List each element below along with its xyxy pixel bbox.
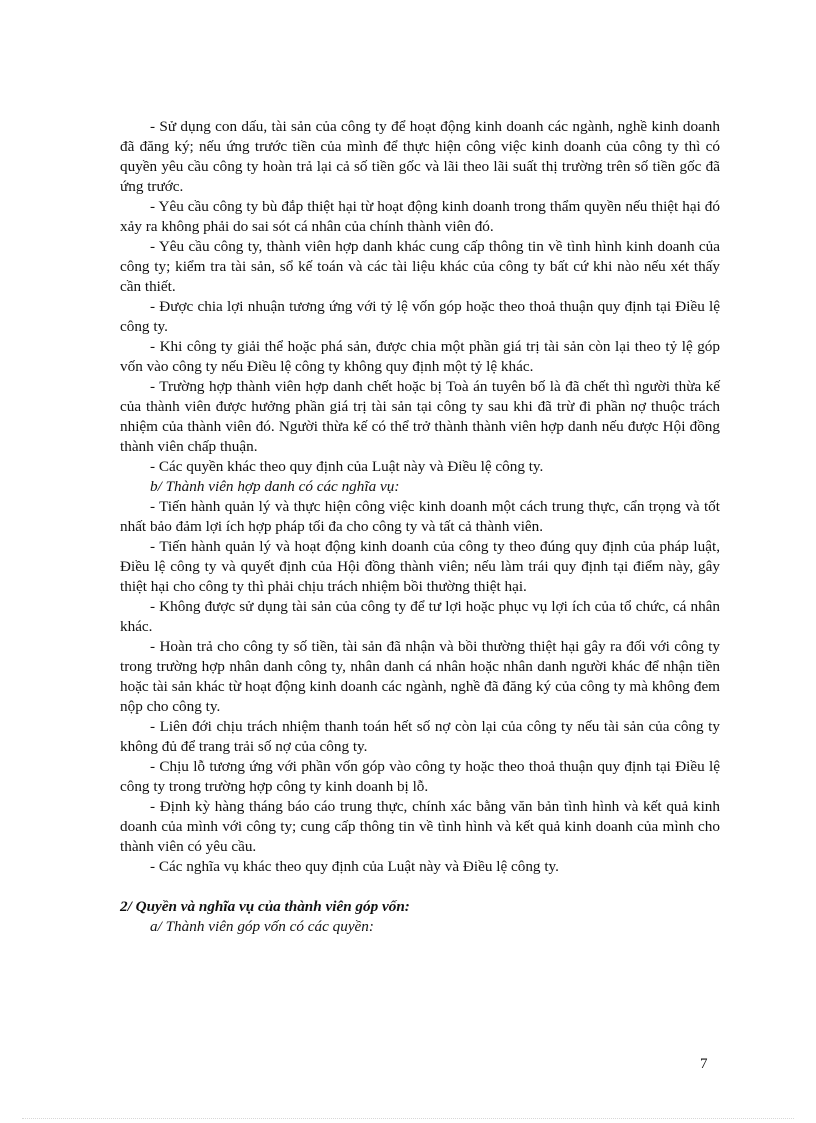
paragraph: - Định kỳ hàng tháng báo cáo trung thực, chính xác bằng văn bản tình hình và kết quả kinh doanh của mình với công ty; cung cấp thông tin về tình hình và kết quả kinh doanh của mình cho thành viên có yêu cầu.	[120, 798, 720, 855]
document-body	[120, 117, 720, 937]
paragraph: - Được chia lợi nhuận tương ứng với tỷ lệ vốn góp hoặc theo thoả thuận quy định tại Điều lệ công ty.	[120, 298, 720, 335]
page-edge-divider	[22, 1118, 794, 1119]
paragraph: - Chịu lỗ tương ứng với phần vốn góp vào công ty hoặc theo thoả thuận quy định tại Điều lệ công ty trong trường hợp công ty kinh doanh bị lỗ.	[120, 758, 720, 795]
paragraph: - Trường hợp thành viên hợp danh chết hoặc bị Toà án tuyên bố là đã chết thì người thừa kế của thành viên được hưởng phần giá trị tài sản tại công ty sau khi đã trừ đi phần nợ thuộc trách nhiệm của thành viên đó. Người thừa kế có thể trở thành thành viên hợp danh nếu được Hội đồng thành viên chấp thuận.	[120, 378, 720, 455]
paragraph: - Không được sử dụng tài sản của công ty để tư lợi hoặc phục vụ lợi ích của tổ chức, cá nhân khác.	[120, 598, 720, 635]
paragraph: - Hoàn trả cho công ty số tiền, tài sản đã nhận và bồi thường thiệt hại gây ra đối với công ty trong trường hợp nhân danh công ty, nhân danh cá nhân hoặc nhân danh người khác để nhận tiền hoặc tài sản khác từ hoạt động kinh doanh các ngành, nghề đã đăng ký của công ty mà không đem nộp cho công ty.	[120, 638, 720, 715]
paragraph: - Tiến hành quản lý và hoạt động kinh doanh của công ty theo đúng quy định của pháp luật, Điều lệ công ty và quyết định của Hội đồng thành viên; nếu làm trái quy định tại điểm này, gây thiệt hại cho công ty thì phải chịu trách nhiệm bồi thường thiệt hại.	[120, 538, 720, 595]
page-number: 7	[700, 1056, 708, 1072]
paragraph: - Yêu cầu công ty bù đắp thiệt hại từ hoạt động kinh doanh trong thẩm quyền nếu thiệt hại đó xảy ra không phải do sai sót cá nhân của chính thành viên đó.	[120, 198, 720, 235]
section-heading: 2/ Quyền và nghĩa vụ của thành viên góp vốn:	[120, 898, 410, 915]
paragraph: - Các nghĩa vụ khác theo quy định của Luật này và Điều lệ công ty.	[150, 858, 559, 875]
paragraph: - Các quyền khác theo quy định của Luật này và Điều lệ công ty.	[150, 458, 544, 475]
paragraph: - Sử dụng con dấu, tài sản của công ty để hoạt động kinh doanh các ngành, nghề kinh doanh đã đăng ký; nếu ứng trước tiền của mình để thực hiện công việc kinh doanh của công ty thì có quyền yêu cầu công ty hoàn trả lại cả số tiền gốc và lãi theo lãi suất thị trường trên số tiền gốc đã ứng trước.	[120, 118, 720, 195]
partner-rights-list	[120, 117, 720, 477]
paragraph: - Yêu cầu công ty, thành viên hợp danh khác cung cấp thông tin về tình hình kinh doanh của công ty; kiểm tra tài sản, sổ kế toán và các tài liệu khác của công ty bất cứ khi nào nếu xét thấy cần thiết.	[120, 238, 720, 295]
paragraph: - Khi công ty giải thể hoặc phá sản, được chia một phần giá trị tài sản còn lại theo tỷ lệ góp vốn vào công ty nếu Điều lệ công ty không quy định một tỷ lệ khác.	[120, 338, 720, 375]
partner-obligations-list	[120, 497, 720, 877]
obligations-heading: b/ Thành viên hợp danh có các nghĩa vụ:	[150, 478, 400, 495]
capital-rights-heading: a/ Thành viên góp vốn có các quyền:	[150, 918, 374, 935]
paragraph: - Tiến hành quản lý và thực hiện công việc kinh doanh một cách trung thực, cẩn trọng và tốt nhất bảo đảm lợi ích hợp pháp tối đa cho công ty và tất cả thành viên.	[120, 498, 720, 535]
paragraph: - Liên đới chịu trách nhiệm thanh toán hết số nợ còn lại của công ty nếu tài sản của công ty không đủ để trang trải số nợ của công ty.	[120, 718, 720, 755]
